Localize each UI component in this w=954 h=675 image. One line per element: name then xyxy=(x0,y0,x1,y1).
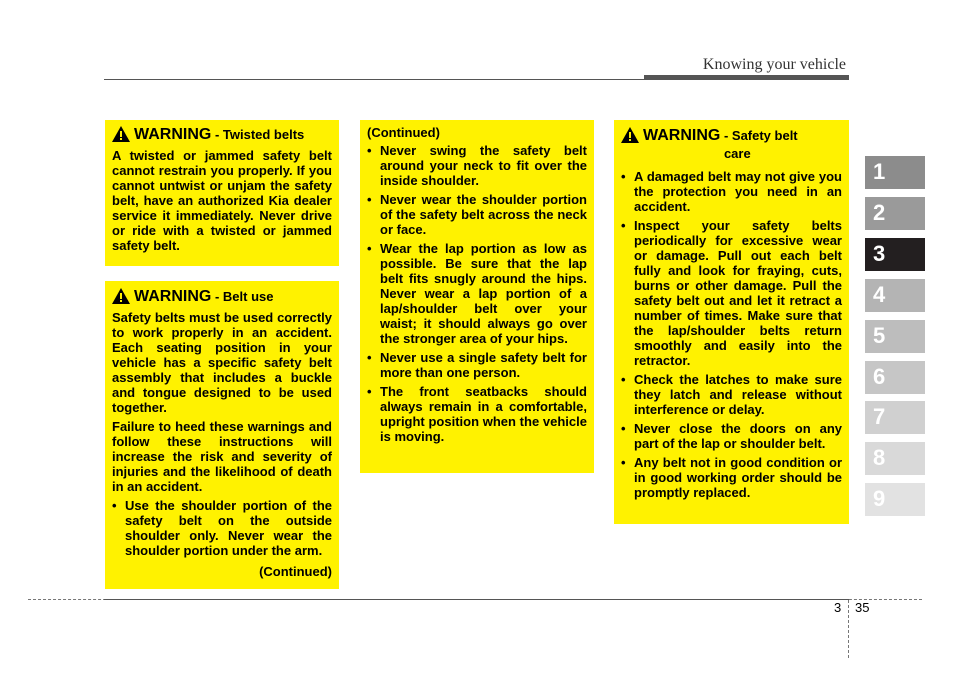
warning-text-paragraph-2: Failure to heed these warnings and follow these instructions will increase the risk and severity of injuries and the likelihood of death in an accident. xyxy=(112,419,332,494)
warning-label: WARNING xyxy=(134,126,212,143)
warning-triangle-icon xyxy=(112,126,130,142)
list-item: • The front seatbacks should always remain in a comfortable, upright position when the vehicle is moving. xyxy=(367,384,587,444)
warning-label: WARNING xyxy=(134,288,212,305)
footer-rule xyxy=(104,599,849,600)
warning-heading xyxy=(621,127,842,163)
section-title: Knowing your vehicle xyxy=(702,56,846,73)
warning-box-safety-belt-care xyxy=(614,120,849,524)
warning-subtitle: - Belt use xyxy=(214,289,274,304)
chapter-tab-2[interactable]: 2 xyxy=(865,197,925,230)
list-item: • A damaged belt may not give you the protection you need in an accident. xyxy=(621,169,842,214)
list-item: • Never close the doors on any part of the lap or shoulder belt. xyxy=(621,421,842,451)
warning-box-belt-use xyxy=(105,281,339,589)
warning-triangle-icon xyxy=(621,127,639,143)
continued-warning-box xyxy=(360,120,594,473)
warning-heading xyxy=(112,288,332,306)
warning-subtitle: - Safety belt care xyxy=(723,128,798,161)
list-item: • Inspect your safety belts periodically for excessive wear or damage. Pull out each belt fully and look for fraying, cuts, burns or other damage. Pull the safety belt out and let it retract a number of times. Make sure that the lap/shoulder belts return smoothly and easily into the retractor. xyxy=(621,218,842,368)
chapter-tab-1[interactable]: 1 xyxy=(865,156,925,189)
chapter-tab-3[interactable]: 3 xyxy=(865,238,925,271)
chapter-tab-7[interactable]: 7 xyxy=(865,401,925,434)
list-item: • Any belt not in good condition or in good working order should be promptly replaced. xyxy=(621,455,842,500)
continued-label: (Continued) xyxy=(259,564,332,579)
list-item: • Never swing the safety belt around your neck to fit over the inside shoulder. xyxy=(367,143,587,188)
chapter-tab-8[interactable]: 8 xyxy=(865,442,925,475)
header-bar xyxy=(644,75,849,80)
list-item: • Never wear the shoulder portion of the safety belt across the neck or face. xyxy=(367,192,587,237)
chapter-tab-6[interactable]: 6 xyxy=(865,361,925,394)
warning-text-paragraph-1: Safety belts must be used correctly to work properly in an accident. Each seating position in your vehicle has a specific safety belt assembly that includes a buckle and tongue designed to be used together. xyxy=(112,310,332,415)
list-item: • Never use a single safety belt for more than one person. xyxy=(367,350,587,380)
chapter-tab-9[interactable]: 9 xyxy=(865,483,925,516)
chapter-tab-5[interactable]: 5 xyxy=(865,320,925,353)
page-number: 35 xyxy=(855,600,870,615)
warning-triangle-icon xyxy=(112,288,130,304)
list-item: • Use the shoulder portion of the safety belt on the outside shoulder only. Never wear the shoulder portion under the arm. xyxy=(112,498,332,558)
chapter-number: 3 xyxy=(834,600,842,615)
list-item: • Check the latches to make sure they latch and release without interference or delay. xyxy=(621,372,842,417)
list-item: • Wear the lap portion as low as possible. Be sure that the lap belt fits snugly around the hips. Never wear a lap portion of a lap/shoulder belt over your waist; it should always go over the stronger area of your hips. xyxy=(367,241,587,346)
chapter-tab-4[interactable]: 4 xyxy=(865,279,925,312)
warning-text: A twisted or jammed safety belt cannot restrain you properly. If you cannot untwist or unjam the safety belt, have an authorized Kia dealer service it immediately. Never drive or ride with a twisted or jammed safety belt. xyxy=(112,148,332,253)
warning-subtitle: - Twisted belts xyxy=(214,127,305,142)
warning-box-twisted-belts xyxy=(105,120,339,266)
warning-heading xyxy=(112,126,332,144)
continued-label: (Continued) xyxy=(367,125,440,140)
footer-divider xyxy=(848,600,849,658)
warning-label: WARNING xyxy=(643,127,721,144)
